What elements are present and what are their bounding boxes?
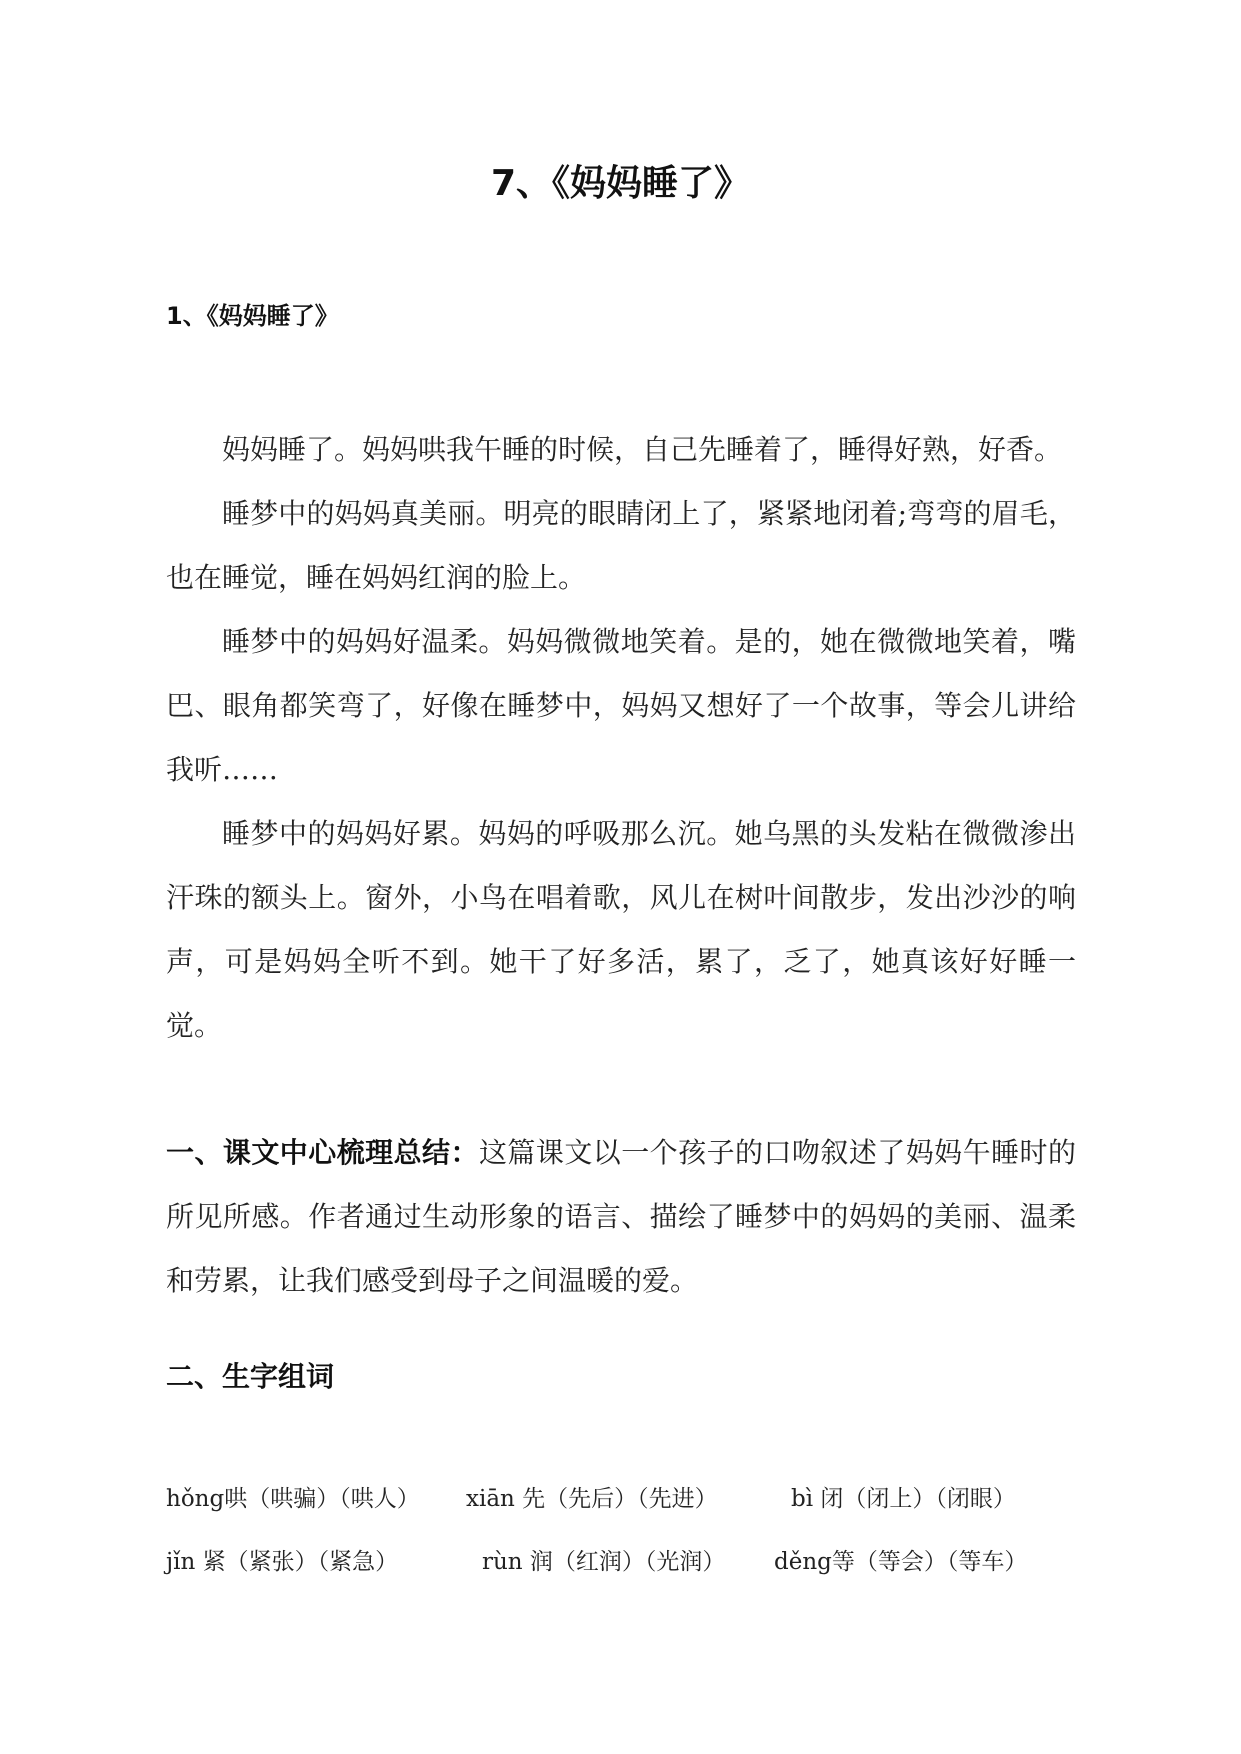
vocabulary-item: bì 闭（闭上）（闭眼）: [791, 1486, 1016, 1512]
summary-label: 一、课文中心梳理总结：: [166, 1136, 479, 1169]
lesson-passage: [166, 418, 1076, 1058]
vocabulary-row: [166, 1480, 1076, 1520]
summary-section: [166, 1121, 1076, 1313]
vocabulary-item: rùn 润（红润）（光润）: [482, 1549, 726, 1575]
page-title: 7、《妈妈睡了》: [490, 163, 751, 204]
vocabulary-heading: 二、生字组词: [166, 1360, 335, 1393]
passage-paragraph: 睡梦中的妈妈好累。妈妈的呼吸那么沉。她乌黑的头发粘在微微渗出汗珠的额头上。窗外，小鸟在唱着歌，风儿在树叶间散步，发出沙沙的响声，可是妈妈全听不到。她干了好多活，累了，乏了，她真该好好睡一觉。: [166, 817, 1076, 1042]
vocabulary-item: jǐn 紧（紧张）（紧急）: [166, 1549, 399, 1575]
passage-paragraph: 睡梦中的妈妈好温柔。妈妈微微地笑着。是的，她在微微地笑着，嘴巴、眼角都笑弯了，好像在睡梦中，妈妈又想好了一个故事，等会儿讲给我听……: [166, 625, 1076, 786]
passage-paragraph: 妈妈睡了。妈妈哄我午睡的时候，自己先睡着了，睡得好熟，好香。: [222, 433, 1063, 466]
summary-text: 这篇课文以一个孩子的口吻叙述了妈妈午睡时的所见所感。作者通过生动形象的语言、描绘了睡梦中的妈妈的美丽、温柔和劳累，让我们感受到母子之间温暖的爱。: [166, 1136, 1076, 1297]
vocabulary-row: [166, 1543, 1076, 1583]
lesson-subheading: 1、《妈妈睡了》: [166, 302, 339, 330]
vocabulary-item: hǒng哄（哄骗）（哄人）: [166, 1486, 420, 1512]
vocabulary-item: xiān 先（先后）（先进）: [466, 1486, 718, 1512]
vocabulary-item: děng等（等会）（等车）: [774, 1549, 1028, 1575]
passage-paragraph: 睡梦中的妈妈真美丽。明亮的眼睛闭上了，紧紧地闭着;弯弯的眉毛，也在睡觉，睡在妈妈红润的脸上。: [166, 497, 1076, 594]
